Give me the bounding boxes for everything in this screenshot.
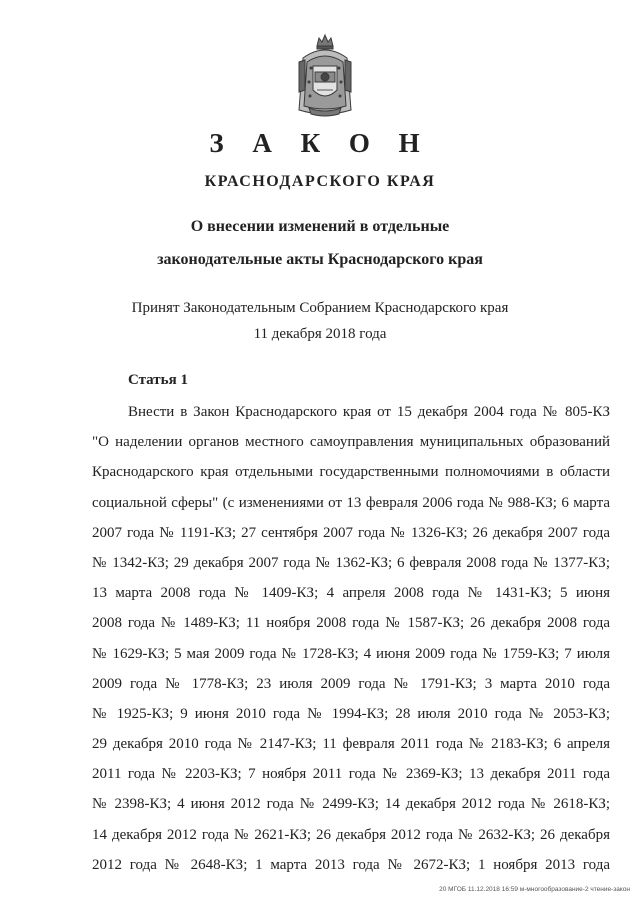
body-line: социальной сферы" (с изменениями от 13 февраля 2006 года № 988-КЗ; 6 марта [92, 494, 610, 511]
coat-of-arms-icon [295, 32, 355, 118]
body-line: 2009 года № 1778-КЗ; 23 июля 2009 года № 1791-КЗ; 3 марта 2010 года [92, 675, 610, 692]
law-heading-line-2: законодательные акты Краснодарского края [157, 251, 483, 268]
document-title: З А К О Н [209, 128, 431, 158]
body-line: № 1925-КЗ; 9 июня 2010 года № 1994-КЗ; 28 июля 2010 года № 2053-КЗ; [92, 705, 610, 722]
file-footer: 20 МГОБ 11.12.2018 16:59 м-многообразование-2 чтение-закон [439, 886, 630, 893]
body-line: № 1629-КЗ; 5 мая 2009 года № 1728-КЗ; 4 июня 2009 года № 1759-КЗ; 7 июля [92, 645, 610, 662]
body-line: № 2398-КЗ; 4 июня 2012 года № 2499-КЗ; 14 декабря 2012 года № 2618-КЗ; [92, 796, 610, 813]
body-line: 2008 года № 1489-КЗ; 11 ноября 2008 года № 1587-КЗ; 26 декабря 2008 года [92, 615, 610, 632]
body-line: 29 декабря 2010 года № 2147-КЗ; 11 февраля 2011 года № 2183-КЗ; 6 апреля [92, 736, 610, 753]
body-line: 2011 года № 2203-КЗ; 7 ноября 2011 года № 2369-КЗ; 13 декабря 2011 года [92, 766, 610, 783]
law-heading-line-1: О внесении изменений в отдельные [190, 218, 450, 235]
body-line: 14 декабря 2012 года № 2621-КЗ; 26 декабря 2012 года № 2632-КЗ; 26 декабря [92, 826, 610, 843]
article-title: Статья 1 [128, 372, 188, 388]
body-line: Краснодарского края отдельными государственными полномочиями в области [92, 464, 610, 481]
body-line: Внести в Закон Краснодарского края от 15 декабря 2004 года № 805-КЗ [128, 404, 610, 420]
article-body [92, 397, 610, 880]
adoption-date: 11 декабря 2018 года [253, 326, 387, 342]
adoption-statement: Принят Законодательным Собранием Краснодарского края [131, 300, 509, 316]
document-subtitle: КРАСНОДАРСКОГО КРАЯ [204, 173, 436, 190]
body-line: № 1342-КЗ; 29 декабря 2007 года № 1362-КЗ; 6 февраля 2008 года № 1377-КЗ; [92, 554, 610, 571]
body-line: 13 марта 2008 года № 1409-КЗ; 4 апреля 2008 года № 1431-КЗ; 5 июня [92, 585, 610, 602]
body-line: "О наделении органов местного самоуправления муниципальных образований [92, 434, 610, 451]
body-line: 2007 года № 1191-КЗ; 27 сентября 2007 года № 1326-КЗ; 26 декабря 2007 года [92, 524, 610, 541]
body-line: 2012 года № 2648-КЗ; 1 марта 2013 года № 2672-КЗ; 1 ноября 2013 года [92, 856, 610, 873]
